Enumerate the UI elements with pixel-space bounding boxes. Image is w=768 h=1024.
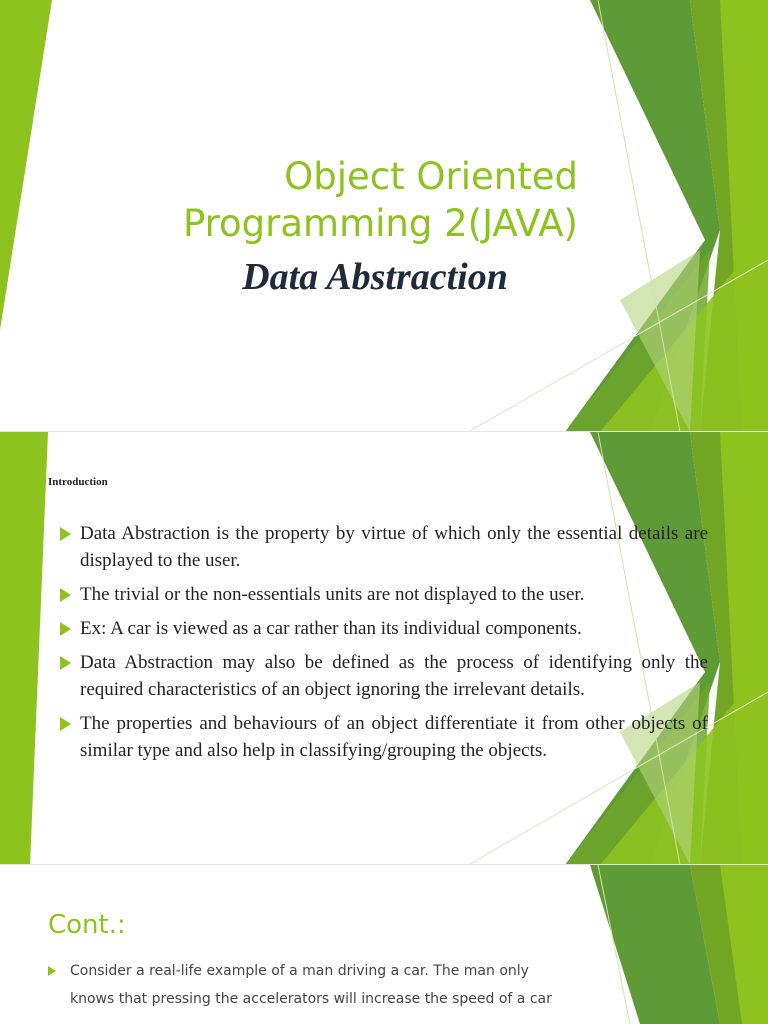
bullet-arrow-icon <box>60 656 71 670</box>
bullet-arrow-icon <box>60 527 71 541</box>
bullet-arrow-icon <box>48 966 56 976</box>
list-item <box>60 615 708 642</box>
bullet-text: Data Abstraction may also be defined as the process of identifying only the required characteristics of an object ignoring the irrelevant details. <box>80 652 708 700</box>
slide-introduction <box>0 432 768 865</box>
bullet-text: The properties and behaviours of an object differentiate it from other objects of similar type and also help in classifying/grouping the objects. <box>80 713 708 761</box>
list-item <box>60 649 708 703</box>
list-item <box>60 520 708 574</box>
bullet-list <box>60 520 708 771</box>
list-item <box>60 581 708 608</box>
bullet-text: Ex: A car is viewed as a car rather than its individual components. <box>80 618 582 639</box>
list-item <box>48 957 578 1013</box>
bullet-arrow-icon <box>60 588 71 602</box>
section-heading: Introduction <box>48 476 108 488</box>
presentation-title <box>58 153 578 247</box>
slide-title: Cont.: <box>48 910 126 940</box>
bullet-text: Data Abstraction is the property by virtue of which only the essential details are displayed to the user. <box>80 523 708 571</box>
slide-continued <box>0 865 768 1024</box>
bullet-text-line-1: Consider a real-life example of a man driving a car. The man only <box>70 963 529 979</box>
title-line-2: Programming 2(JAVA) <box>182 202 578 245</box>
bullet-arrow-icon <box>60 717 71 731</box>
bullet-arrow-icon <box>60 622 71 636</box>
bullet-list <box>48 957 578 1013</box>
bullet-text: The trivial or the non-essentials units are not displayed to the user. <box>80 584 585 605</box>
slide-title <box>0 0 768 432</box>
title-line-1: Object Oriented <box>284 155 578 198</box>
bullet-text-line-2: knows that pressing the accelerators will increase the speed of a car <box>70 991 552 1007</box>
presentation-subtitle: Data Abstraction <box>242 256 508 298</box>
list-item <box>60 710 708 764</box>
